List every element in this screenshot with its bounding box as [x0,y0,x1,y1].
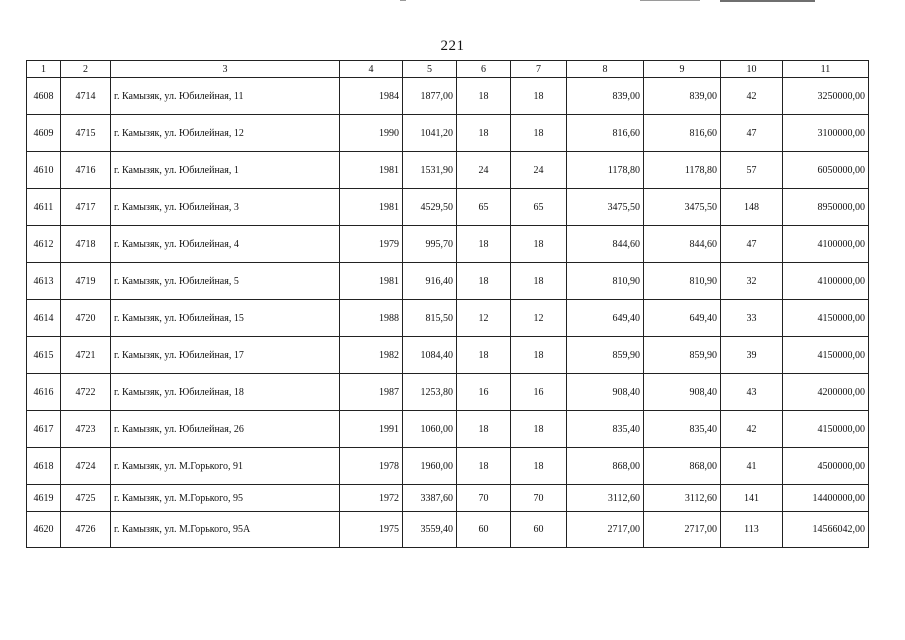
record-number-cell: 4618 [27,448,61,485]
record-number-cell: 4619 [27,485,61,512]
area-cell: 2717,00 [644,512,721,548]
registry-number-cell: 4717 [61,189,111,226]
area-cell: 835,40 [567,411,644,448]
count-cell: 16 [457,374,511,411]
cost-cell: 4100000,00 [783,263,869,300]
residents-cell: 42 [721,78,783,115]
registry-number-cell: 4718 [61,226,111,263]
registry-number-cell: 4716 [61,152,111,189]
table-row [27,374,869,411]
cost-cell: 4100000,00 [783,226,869,263]
table-row [27,411,869,448]
record-number-cell: 4616 [27,374,61,411]
area-cell: 835,40 [644,411,721,448]
total-area-cell: 1253,80 [403,374,457,411]
record-number-cell: 4613 [27,263,61,300]
address-cell: г. Камызяк, ул. Юбилейная, 1 [111,152,340,189]
table-row [27,226,869,263]
count-cell: 18 [457,263,511,300]
residents-cell: 141 [721,485,783,512]
cost-cell: 3100000,00 [783,115,869,152]
column-header: 4 [340,61,403,78]
residents-cell: 113 [721,512,783,548]
column-header: 10 [721,61,783,78]
total-area-cell: 3559,40 [403,512,457,548]
residents-cell: 32 [721,263,783,300]
count-cell: 18 [511,226,567,263]
record-number-cell: 4617 [27,411,61,448]
table-row [27,152,869,189]
area-cell: 3475,50 [644,189,721,226]
year-cell: 1981 [340,152,403,189]
count-cell: 18 [457,115,511,152]
area-cell: 859,90 [567,337,644,374]
area-cell: 844,60 [644,226,721,263]
registry-number-cell: 4720 [61,300,111,337]
area-cell: 908,40 [644,374,721,411]
total-area-cell: 995,70 [403,226,457,263]
column-header: 9 [644,61,721,78]
year-cell: 1975 [340,512,403,548]
property-table [26,60,869,548]
count-cell: 18 [511,78,567,115]
count-cell: 60 [457,512,511,548]
cost-cell: 4500000,00 [783,448,869,485]
table-row [27,115,869,152]
registry-number-cell: 4724 [61,448,111,485]
area-cell: 810,90 [644,263,721,300]
count-cell: 60 [511,512,567,548]
address-cell: г. Камызяк, ул. Юбилейная, 4 [111,226,340,263]
count-cell: 18 [511,115,567,152]
record-number-cell: 4610 [27,152,61,189]
year-cell: 1984 [340,78,403,115]
residents-cell: 57 [721,152,783,189]
total-area-cell: 3387,60 [403,485,457,512]
count-cell: 18 [511,448,567,485]
total-area-cell: 1877,00 [403,78,457,115]
residents-cell: 47 [721,226,783,263]
total-area-cell: 815,50 [403,300,457,337]
area-cell: 3475,50 [567,189,644,226]
scan-artifact-line [640,0,700,1]
column-header: 1 [27,61,61,78]
total-area-cell: 4529,50 [403,189,457,226]
total-area-cell: 1531,90 [403,152,457,189]
cost-cell: 4150000,00 [783,411,869,448]
table-row [27,337,869,374]
scan-artifact-line [400,0,406,1]
column-header: 11 [783,61,869,78]
count-cell: 18 [511,263,567,300]
count-cell: 24 [457,152,511,189]
count-cell: 18 [511,337,567,374]
residents-cell: 39 [721,337,783,374]
cost-cell: 4150000,00 [783,337,869,374]
address-cell: г. Камызяк, ул. Юбилейная, 11 [111,78,340,115]
area-cell: 816,60 [644,115,721,152]
residents-cell: 33 [721,300,783,337]
residents-cell: 148 [721,189,783,226]
registry-number-cell: 4723 [61,411,111,448]
count-cell: 65 [511,189,567,226]
table-row [27,300,869,337]
record-number-cell: 4614 [27,300,61,337]
table-row [27,485,869,512]
residents-cell: 41 [721,448,783,485]
year-cell: 1981 [340,189,403,226]
page-number: 221 [440,38,465,54]
count-cell: 18 [457,448,511,485]
year-cell: 1991 [340,411,403,448]
registry-number-cell: 4715 [61,115,111,152]
address-cell: г. Камызяк, ул. М.Горького, 91 [111,448,340,485]
total-area-cell: 1041,20 [403,115,457,152]
total-area-cell: 1060,00 [403,411,457,448]
record-number-cell: 4620 [27,512,61,548]
area-cell: 844,60 [567,226,644,263]
area-cell: 839,00 [567,78,644,115]
table-row [27,263,869,300]
column-header: 7 [511,61,567,78]
year-cell: 1972 [340,485,403,512]
registry-number-cell: 4719 [61,263,111,300]
area-cell: 839,00 [644,78,721,115]
count-cell: 18 [457,226,511,263]
area-cell: 1178,80 [567,152,644,189]
table-row [27,448,869,485]
record-number-cell: 4611 [27,189,61,226]
table-row [27,189,869,226]
registry-number-cell: 4721 [61,337,111,374]
count-cell: 65 [457,189,511,226]
area-cell: 2717,00 [567,512,644,548]
area-cell: 908,40 [567,374,644,411]
year-cell: 1990 [340,115,403,152]
registry-number-cell: 4722 [61,374,111,411]
year-cell: 1982 [340,337,403,374]
column-header: 2 [61,61,111,78]
address-cell: г. Камызяк, ул. Юбилейная, 26 [111,411,340,448]
count-cell: 24 [511,152,567,189]
record-number-cell: 4615 [27,337,61,374]
cost-cell: 14400000,00 [783,485,869,512]
area-cell: 649,40 [644,300,721,337]
address-cell: г. Камызяк, ул. Юбилейная, 3 [111,189,340,226]
address-cell: г. Камызяк, ул. М.Горького, 95 [111,485,340,512]
record-number-cell: 4612 [27,226,61,263]
year-cell: 1988 [340,300,403,337]
address-cell: г. Камызяк, ул. Юбилейная, 15 [111,300,340,337]
count-cell: 12 [511,300,567,337]
address-cell: г. Камызяк, ул. Юбилейная, 18 [111,374,340,411]
column-header: 5 [403,61,457,78]
area-cell: 810,90 [567,263,644,300]
total-area-cell: 1960,00 [403,448,457,485]
area-cell: 868,00 [567,448,644,485]
address-cell: г. Камызяк, ул. Юбилейная, 5 [111,263,340,300]
registry-number-cell: 4726 [61,512,111,548]
count-cell: 18 [457,337,511,374]
address-cell: г. Камызяк, ул. Юбилейная, 12 [111,115,340,152]
registry-number-cell: 4714 [61,78,111,115]
area-cell: 3112,60 [567,485,644,512]
table-row [27,78,869,115]
column-header: 6 [457,61,511,78]
address-cell: г. Камызяк, ул. Юбилейная, 17 [111,337,340,374]
total-area-cell: 916,40 [403,263,457,300]
cost-cell: 6050000,00 [783,152,869,189]
cost-cell: 8950000,00 [783,189,869,226]
year-cell: 1978 [340,448,403,485]
area-cell: 1178,80 [644,152,721,189]
year-cell: 1987 [340,374,403,411]
area-cell: 816,60 [567,115,644,152]
area-cell: 868,00 [644,448,721,485]
column-header: 3 [111,61,340,78]
area-cell: 859,90 [644,337,721,374]
scan-artifact-line [720,0,815,2]
count-cell: 16 [511,374,567,411]
address-cell: г. Камызяк, ул. М.Горького, 95А [111,512,340,548]
year-cell: 1981 [340,263,403,300]
count-cell: 18 [457,78,511,115]
count-cell: 70 [511,485,567,512]
record-number-cell: 4609 [27,115,61,152]
cost-cell: 4150000,00 [783,300,869,337]
area-cell: 3112,60 [644,485,721,512]
year-cell: 1979 [340,226,403,263]
cost-cell: 3250000,00 [783,78,869,115]
column-number-header-row [27,61,869,78]
count-cell: 70 [457,485,511,512]
residents-cell: 43 [721,374,783,411]
total-area-cell: 1084,40 [403,337,457,374]
registry-number-cell: 4725 [61,485,111,512]
residents-cell: 42 [721,411,783,448]
record-number-cell: 4608 [27,78,61,115]
count-cell: 18 [457,411,511,448]
residents-cell: 47 [721,115,783,152]
area-cell: 649,40 [567,300,644,337]
column-header: 8 [567,61,644,78]
table-row [27,512,869,548]
cost-cell: 4200000,00 [783,374,869,411]
count-cell: 18 [511,411,567,448]
cost-cell: 14566042,00 [783,512,869,548]
count-cell: 12 [457,300,511,337]
